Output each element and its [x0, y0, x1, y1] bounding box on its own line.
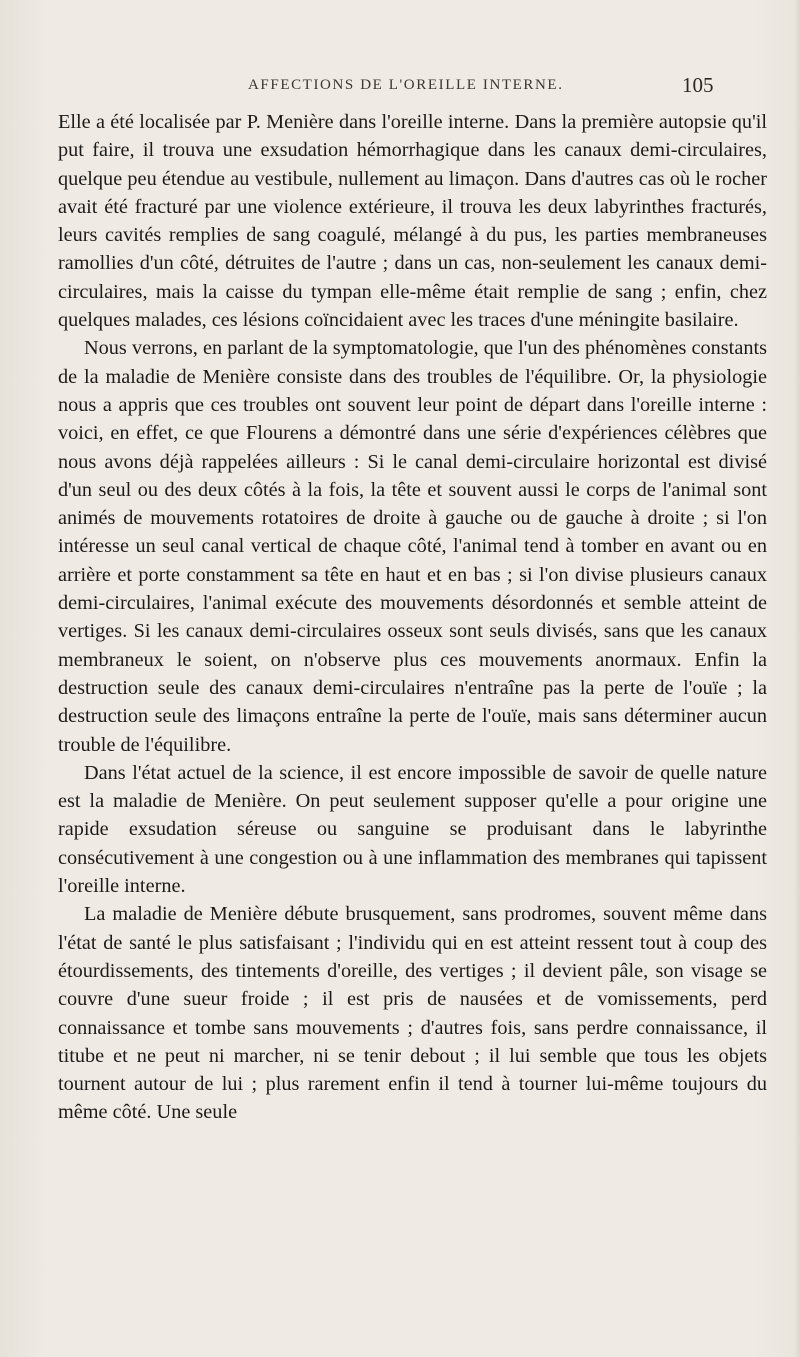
- paragraph-3: Dans l'état actuel de la science, il est encore impossible de savoir de quelle nature est la maladie de Menière. On peut seulement supposer qu'elle a pour origine une rapide exsudation séreuse ou sanguine se produisant dans le labyrinthe consécutivement à une congestion ou à une inflammation des membranes qui tapissent l'oreille interne.: [58, 761, 767, 898]
- paragraph-4: La maladie de Menière débute brusquement, sans prodromes, souvent même dans l'état de santé le plus satisfaisant ; l'individu qui en est atteint ressent tout à coup des étourdissements, des tintements d'oreille, des vertiges ; il devient pâle, son visage se couvre d'une sueur froide ; il est pris de nausées et de vomissements, perd connaissance et tombe sans mouvements ; d'autres fois, sans perdre connaissance, il titube et ne peut ni marcher, ni se tenir debout ; il lui semble que tous les objets tournent autour de lui ; plus rarement enfin il tend à tourner lui-même toujours du même côté. Une seule: [58, 903, 767, 1124]
- page-number: 105: [682, 73, 714, 97]
- body-text: [58, 108, 767, 1127]
- running-head: AFFECTIONS DE L'OREILLE INTERNE.: [248, 77, 564, 93]
- paragraph-2: Nous verrons, en parlant de la symptomatologie, que l'un des phénomènes constants de la maladie de Menière consiste dans des troubles de l'équilibre. Or, la physiologie nous a appris que ces troubles ont souvent leur point de départ dans l'oreille interne : voici, en effet, ce que Flourens a démontré dans une série d'expériences célèbres que nous avons déjà rappelées ailleurs : Si le canal demi-circulaire horizontal est divisé d'un seul ou des deux côtés à la fois, la tête et souvent aussi le corps de l'animal sont animés de mouvements rotatoires de droite à gauche ou de gauche à droite ; si l'on intéresse un seul canal vertical de chaque côté, l'animal tend à tomber en avant ou en arrière et porte constamment sa tête en haut et en bas ; si l'on divise plusieurs canaux demi-circulaires, l'animal exécute des mouvements désordonnés et semble atteint de vertiges. Si les canaux demi-circulaires osseux sont seuls divisés, sans que les canaux membraneux le soient, on n'observe plus ces mouvements anormaux. Enfin la destruction seule des canaux demi-circulaires n'entraîne pas la perte de l'ouïe ; la destruction seule des limaçons entraîne la perte de l'ouïe, mais sans déterminer aucun trouble de l'équilibre.: [58, 337, 767, 756]
- page-header: [0, 73, 800, 101]
- page-edge-shadow: [794, 0, 800, 1357]
- paragraph-1: Elle a été localisée par P. Menière dans l'oreille interne. Dans la première autopsie qu'il put faire, il trouva une exsudation hémorrhagique dans les canaux demi-circulaires, quelque peu étendue au vestibule, nullement au limaçon. Dans d'autres cas où le rocher avait été fracturé par une violence extérieure, il trouva les deux labyrinthes fracturés, leurs cavités remplies de sang coagulé, mélangé à du pus, les parties membraneuses ramollies d'un côté, détruites de l'autre ; dans un cas, non-seulement les canaux demi-circulaires, mais la caisse du tympan elle-même était remplie de sang ; enfin, chez quelques malades, ces lésions coïncidaient avec les traces d'une méningite basilaire.: [58, 111, 767, 332]
